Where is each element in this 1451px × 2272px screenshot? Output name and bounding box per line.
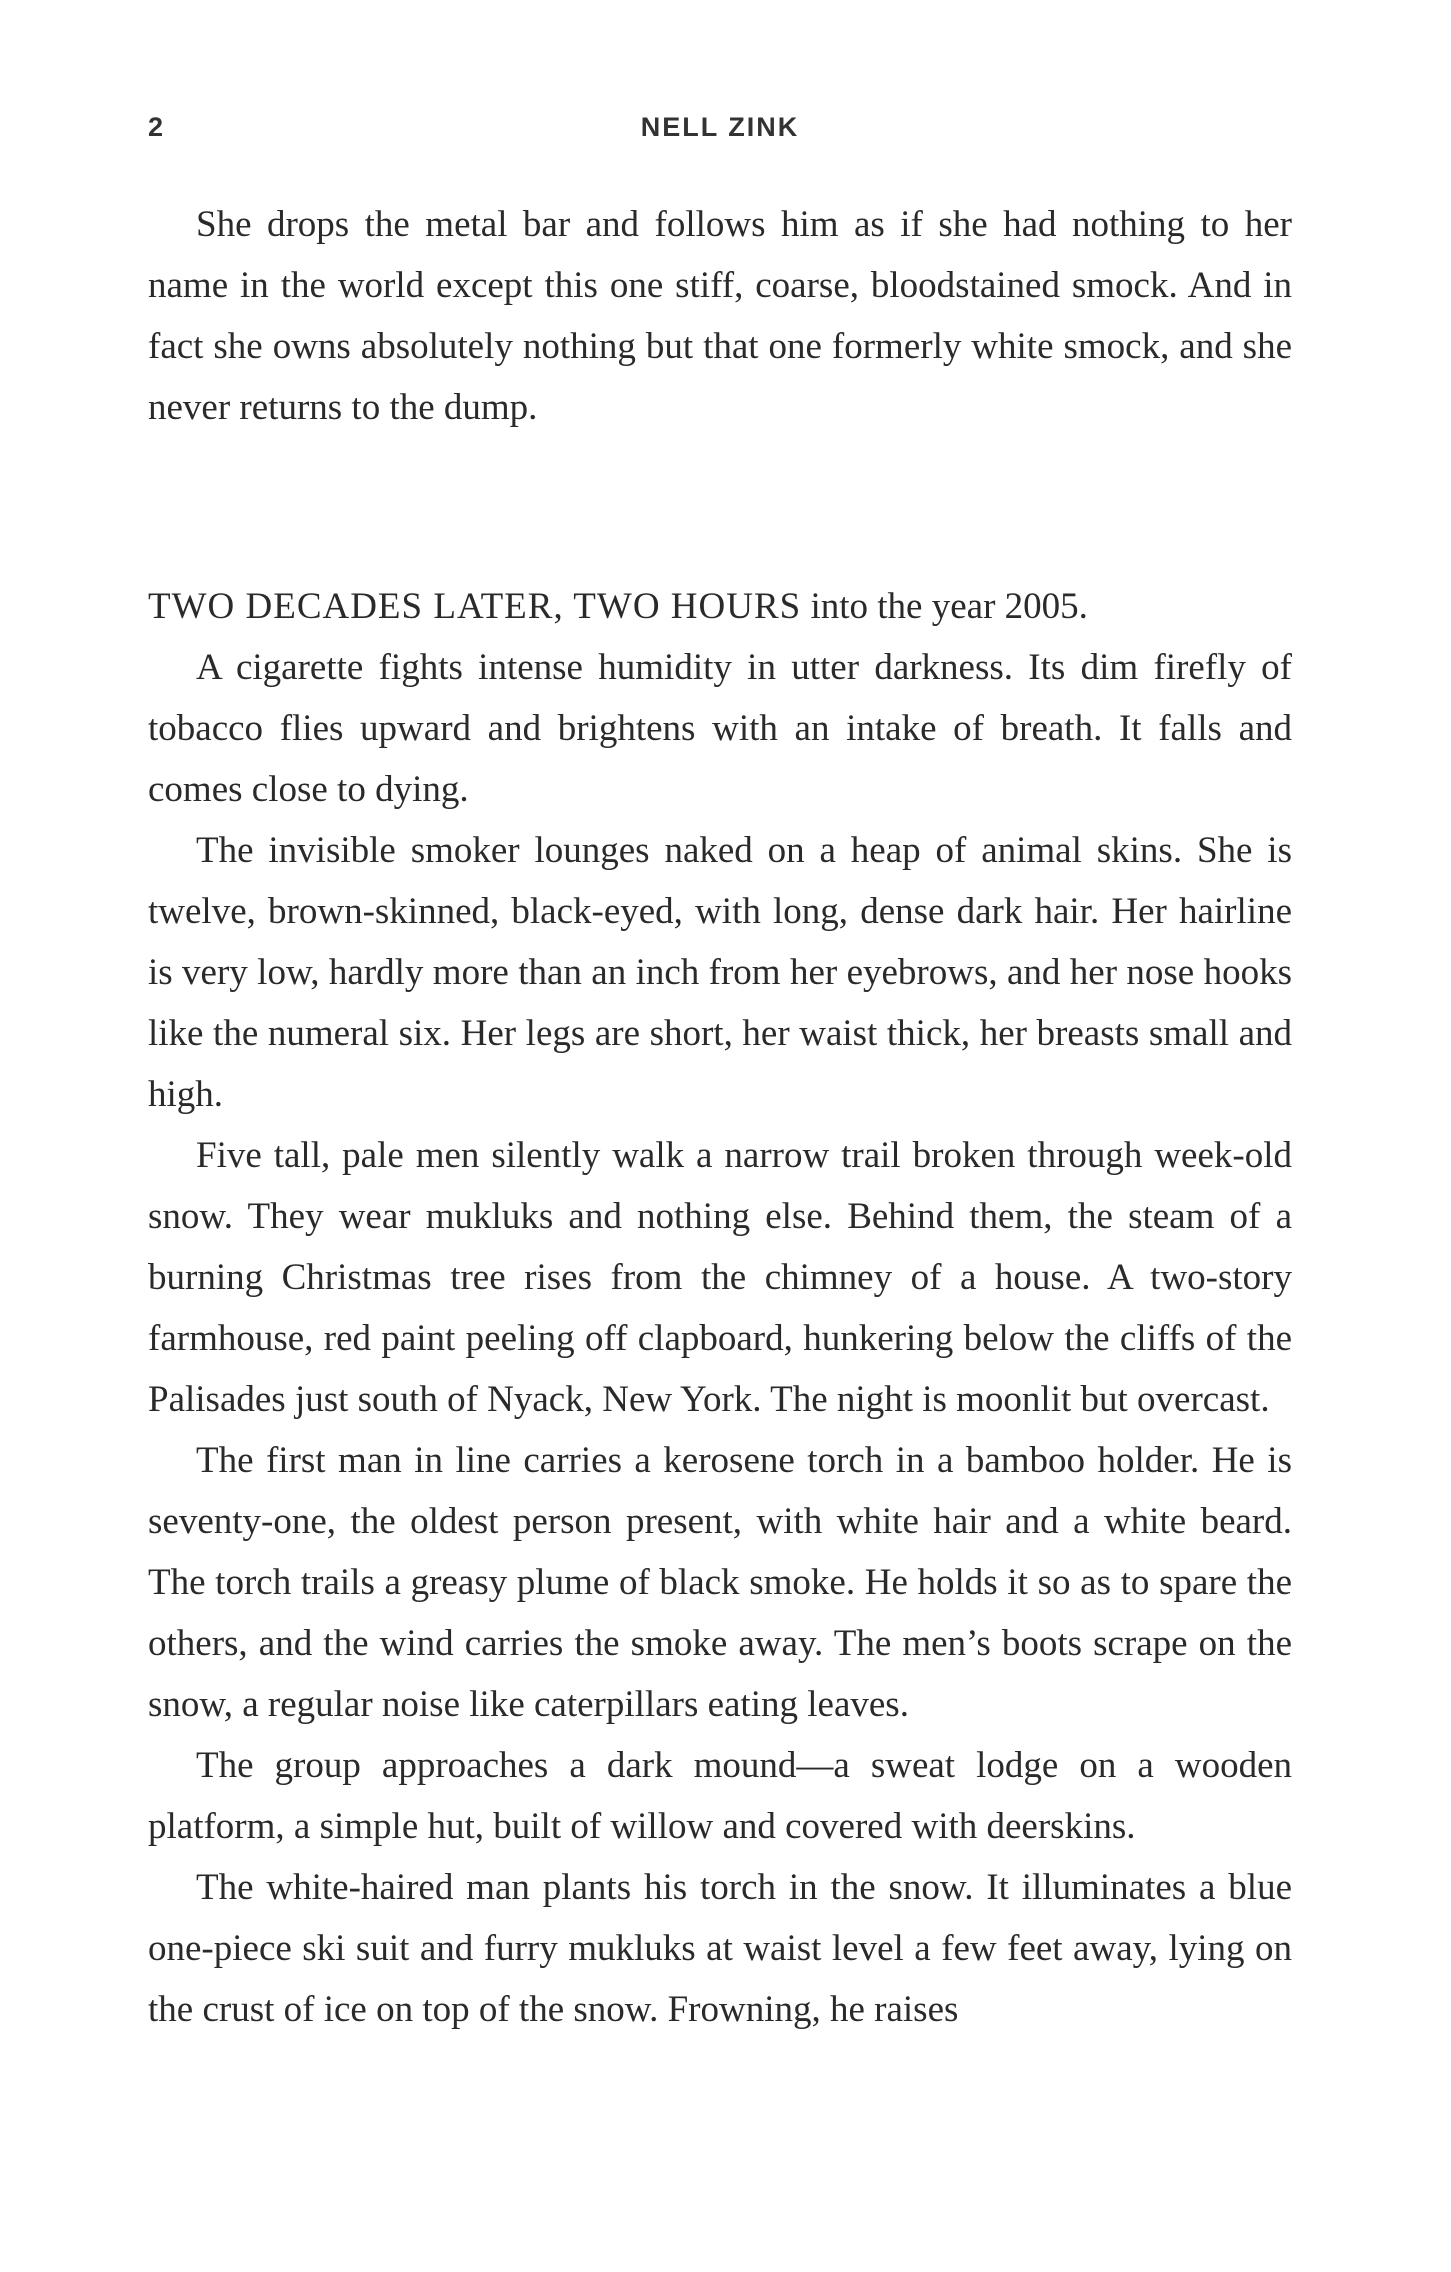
paragraph-3: The invisible smoker lounges naked on a heap of animal skins. She is twelve, brown-skinned, black-eyed, with long, dense dark hair. Her hairline is very low, hardly more than an inch from her eyebrows, and her nose hooks like the numeral six. Her legs are short, her waist thick, her breasts small and high. (148, 830, 1292, 1115)
paragraph-5: The first man in line carries a kerosene torch in a bamboo holder. He is seventy-one, the oldest person present, with white hair and a white beard. The torch trails a greasy plume of black smoke. He holds it so as to spare the others, and the wind carries the smoke away. The men’s boots scrape on the snow, a regular noise like caterpillars eating leaves. (148, 1440, 1292, 1725)
paragraph-6: The group approaches a dark mound—a sweat lodge on a wooden platform, a simple hut, built of willow and covered with deerskins. (148, 1745, 1292, 1847)
section-opening-line (148, 576, 1292, 637)
section-lead-rest: into the year 2005. (801, 586, 1088, 627)
section-break (148, 438, 1292, 576)
running-head-author: NELL ZINK (640, 112, 800, 142)
paragraph-1: She drops the metal bar and follows him as if she had nothing to her name in the world except this one stiff, coarse, bloodstained smock. And in fact she owns absolutely nothing but that one formerly white smock, and she never returns to the dump. (148, 204, 1292, 428)
page-number: 2 (148, 112, 166, 142)
body-text (148, 194, 1292, 2040)
running-head (148, 112, 1292, 152)
paragraph-4: Five tall, pale men silently walk a narrow trail broken through week-old snow. They wear mukluks and nothing else. Behind them, the steam of a burning Christmas tree rises from the chimney of a house. A two-story farmhouse, red paint peeling off clapboard, hunkering below the cliffs of the Palisades just south of Nyack, New York. The night is moonlit but overcast. (148, 1135, 1292, 1420)
paragraph-2: A cigarette fights intense humidity in utter darkness. Its dim firefly of tobacco flies upward and brightens with an intake of breath. It falls and comes close to dying. (148, 647, 1292, 810)
section-lead-caps: TWO DECADES LATER, TWO HOURS (148, 586, 802, 627)
paragraph-7: The white-haired man plants his torch in the snow. It illuminates a blue one-piece ski suit and furry mukluks at waist level a few feet away, lying on the crust of ice on top of the snow. Frowning, he raises (148, 1867, 1292, 2030)
